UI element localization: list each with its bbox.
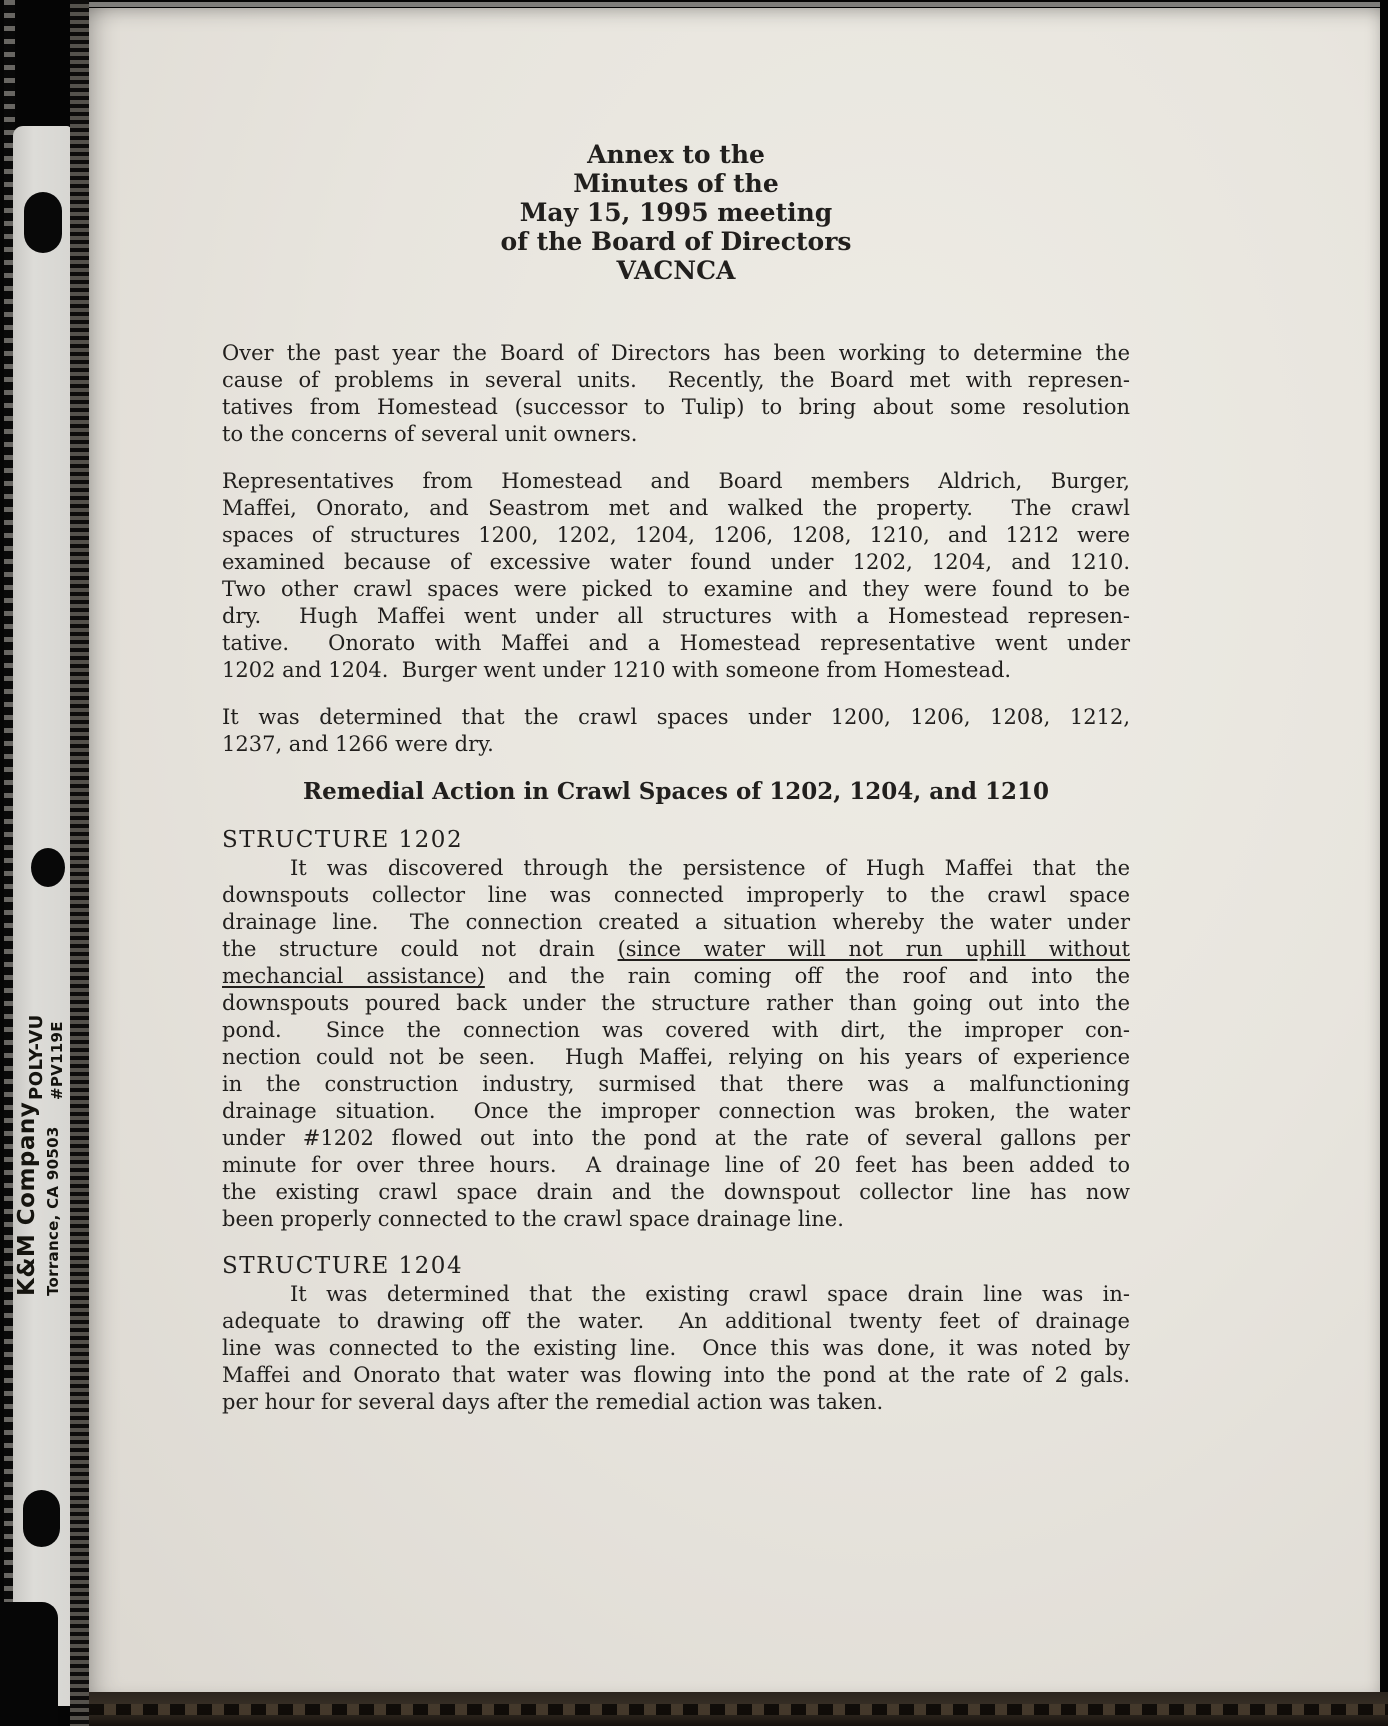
text-line: It was determined that the crawl spaces under 1200, 1206, 1208, 1212,	[222, 705, 1130, 729]
text-line: Minutes of the	[573, 169, 779, 198]
text-line: 1202 and 1204. Burger went under 1210 with someone from Homestead.	[222, 658, 1012, 682]
intro-paragraph-1	[222, 340, 1130, 448]
sheet-protector-bottom-seam	[89, 1692, 1388, 1726]
binder-hole	[23, 1490, 60, 1547]
text-line: been properly connected to the crawl space drainage line.	[222, 1207, 844, 1231]
text-line: 1237, and 1266 were dry.	[222, 732, 494, 756]
text-line: Representatives from Homestead and Board members Aldrich, Burger,	[222, 469, 1130, 493]
text-line: pond. Since the connection was covered with dirt, the improper con-	[222, 1018, 1130, 1042]
document-title	[222, 140, 1130, 285]
text-line: Two other crawl spaces were picked to examine and they were found to be	[222, 577, 1130, 601]
underlined-text: (since water will not run uphill without	[617, 937, 1130, 961]
binder-spine-tab	[0, 1602, 58, 1726]
sheet-protector-binding-strip	[13, 126, 71, 1706]
text-line: It was determined that the existing crawl space drain line was in-	[290, 1282, 1130, 1306]
text-line: tative. Onorato with Maffei and a Homestead representative went under	[222, 631, 1130, 655]
intro-paragraph-2	[222, 468, 1130, 684]
structure-1202-heading: STRUCTURE 1202	[222, 827, 464, 853]
text-line: VACNCA	[616, 256, 736, 285]
text-line: to the concerns of several unit owners.	[222, 422, 638, 446]
text-line: mechancial assistance) and the rain coming off the roof and into the	[222, 964, 1130, 988]
text-line: the existing crawl space drain and the downspout collector line has now	[222, 1180, 1130, 1204]
structure-1204-heading: STRUCTURE 1204	[222, 1253, 464, 1279]
structure-1202-paragraph	[222, 855, 1130, 1233]
sheet-protector-top-edge	[89, 2, 1380, 7]
text-line: cause of problems in several units. Recently, the Board met with represen-	[222, 368, 1130, 392]
text-line: Annex to the	[587, 140, 765, 169]
label-company-name: K&M Company	[14, 1101, 40, 1296]
text-line: under #1202 flowed out into the pond at the rate of several gallons per	[222, 1126, 1130, 1150]
text-line: downspouts poured back under the structure rather than going out into the	[222, 991, 1130, 1015]
label-product-name: POLY-VU	[26, 1014, 47, 1100]
binder-hole	[31, 848, 65, 887]
text-line: May 15, 1995 meeting	[519, 198, 833, 227]
text-line: Maffei, Onorato, and Seastrom met and walked the property. The crawl	[222, 496, 1130, 520]
binder-hole	[24, 192, 62, 253]
document-content	[222, 140, 1130, 1436]
text-line: line was connected to the existing line. Once this was done, it was noted by	[222, 1336, 1130, 1360]
text-line: drainage line. The connection created a situation whereby the water under	[222, 910, 1130, 934]
text-line: drainage situation. Once the improper connection was broken, the water	[222, 1099, 1130, 1123]
text-line: spaces of structures 1200, 1202, 1204, 1206, 1208, 1210, and 1212 were	[222, 523, 1130, 547]
text-line: downspouts collector line was connected improperly to the crawl space	[222, 883, 1130, 907]
text-line: the structure could not drain (since water will not run uphill without	[222, 937, 1130, 961]
text-line: per hour for several days after the remedial action was taken.	[222, 1390, 884, 1414]
text-line: examined because of excessive water found under 1202, 1204, and 1210.	[222, 550, 1130, 574]
text-line: dry. Hugh Maffei went under all structures with a Homestead represen-	[222, 604, 1130, 628]
text-line: It was discovered through the persistence of Hugh Maffei that the	[290, 856, 1130, 880]
text-line: tatives from Homestead (successor to Tulip) to bring about some resolution	[222, 395, 1130, 419]
text-line: Over the past year the Board of Directors has been working to determine the	[222, 341, 1130, 365]
weld-dots-pattern	[89, 1704, 1388, 1715]
text-line: adequate to drawing off the water. An additional twenty feet of drainage	[222, 1309, 1130, 1333]
text-line: Maffei and Onorato that water was flowing into the pond at the rate of 2 gals.	[222, 1363, 1130, 1387]
structure-1204-paragraph	[222, 1281, 1130, 1416]
label-company-city: Torrance, CA 90503	[44, 1126, 62, 1296]
label-part-number: #PV119E	[48, 1021, 66, 1100]
intro-paragraph-3	[222, 704, 1130, 758]
text-line: in the construction industry, surmised that there was a malfunctioning	[222, 1072, 1130, 1096]
text-line: minute for over three hours. A drainage line of 20 feet has been added to	[222, 1153, 1130, 1177]
text-line: of the Board of Directors	[500, 227, 852, 256]
sheet-protector-seam	[70, 0, 89, 1726]
text-line: nection could not be seen. Hugh Maffei, relying on his years of experience	[222, 1045, 1130, 1069]
underlined-text: mechancial assistance)	[222, 964, 485, 988]
remedial-action-heading: Remedial Action in Crawl Spaces of 1202, 1204, and 1210	[302, 778, 1050, 805]
